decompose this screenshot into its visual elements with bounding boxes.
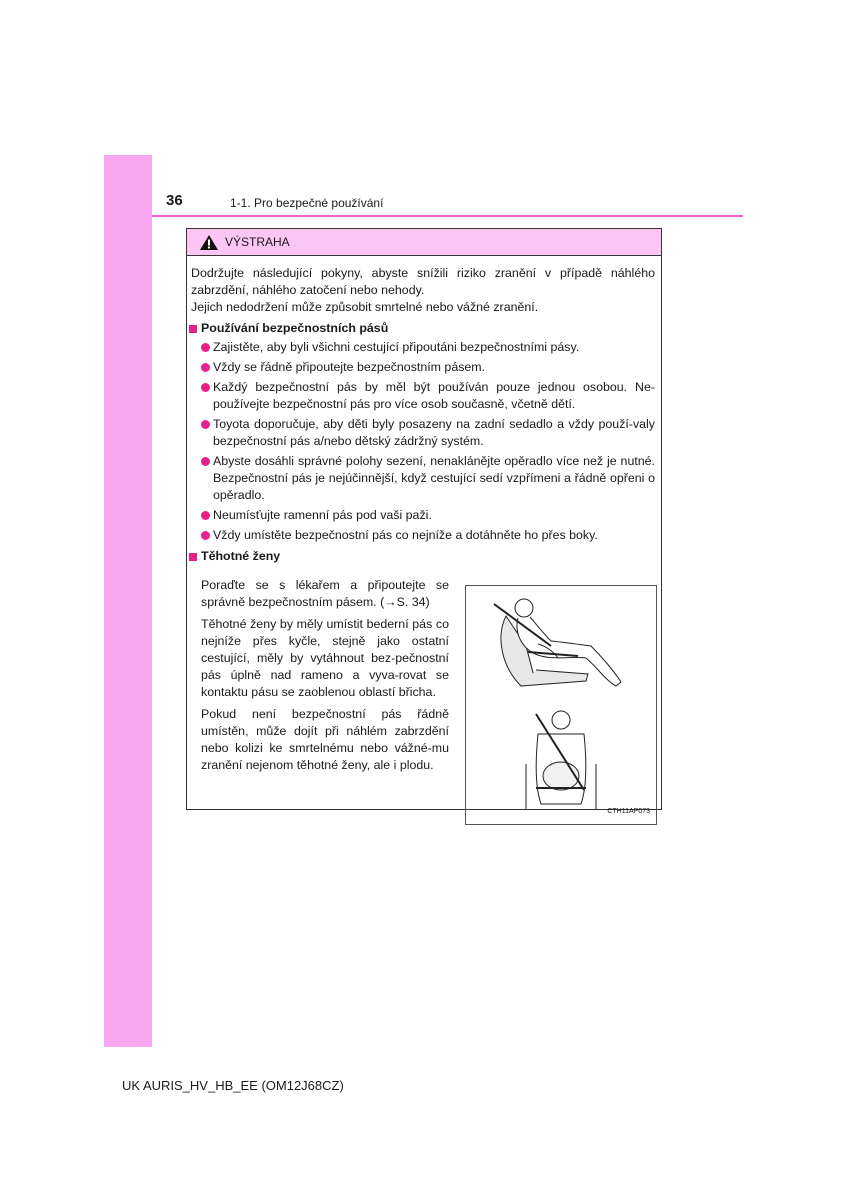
list-item-text: Zajistěte, aby byli všichni cestující připoutáni bezpečnostními pásy. xyxy=(213,340,580,354)
pregnant-women-heading-text: Těhotné ženy xyxy=(201,549,281,563)
seatbelt-usage-heading-text: Používání bezpečnostních pásů xyxy=(201,321,389,335)
paragraph: Pokud není bezpečnostní pás řádně umístěn, může dojít při náhlém zabrzdění nebo kolizi ke smrtelnému nebo vážné-mu zranění nejenom těhotné ženy, ale i plodu. xyxy=(201,707,449,772)
section-title: 1-1. Pro bezpečné používání xyxy=(230,196,384,210)
pregnant-woman-seated-side-icon xyxy=(466,586,656,706)
list-item-text: Neumísťujte ramenní pás pod vaši paži. xyxy=(213,508,432,522)
warning-title: VÝSTRAHA xyxy=(225,235,290,249)
pregnant-women-text xyxy=(201,577,449,779)
list-item xyxy=(187,379,661,413)
header-rule xyxy=(152,215,743,217)
square-bullet-icon xyxy=(189,553,197,561)
list-item xyxy=(187,453,661,504)
paragraph: Poraďte se s lékařem a připoutejte se správně bezpečnostním pásem. (→S. 34) xyxy=(201,578,449,609)
circle-bullet-icon xyxy=(201,363,210,372)
pregnant-woman-seated-front-icon xyxy=(466,704,656,819)
circle-bullet-icon xyxy=(201,383,210,392)
list-item-text: Vždy se řádně připoutejte bezpečnostním pásem. xyxy=(213,360,486,374)
circle-bullet-icon xyxy=(201,343,210,352)
figure-code: CTH11AP073 xyxy=(607,808,650,815)
seatbelt-usage-heading xyxy=(187,320,661,337)
warning-body xyxy=(187,265,661,815)
warning-box xyxy=(186,228,662,815)
side-tab xyxy=(104,155,152,1047)
intro-line: Jejich nedodržení může způsobit smrtelné nebo vážné zranění. xyxy=(191,300,539,314)
circle-bullet-icon xyxy=(201,511,210,520)
list-item xyxy=(187,416,661,450)
pregnant-women-heading xyxy=(187,548,661,565)
circle-bullet-icon xyxy=(201,420,210,429)
warning-intro xyxy=(187,265,661,316)
list-item xyxy=(187,507,661,524)
list-item xyxy=(187,527,661,544)
square-bullet-icon xyxy=(189,325,197,333)
intro-line: Dodržujte následující pokyny, abyste snížili riziko zranění v případě náhlého zabrzdění, náhlého zatočení nebo nehody. xyxy=(191,266,655,297)
list-item xyxy=(187,339,661,356)
pregnant-seatbelt-illustration xyxy=(465,585,657,825)
list-item xyxy=(187,359,661,376)
page-number: 36 xyxy=(166,192,183,209)
list-item-text: Toyota doporučuje, aby děti byly posazeny na zadní sedadlo a vždy použí-valy bezpečnostní pás a/nebo dětský zádržný systém. xyxy=(213,417,655,448)
seatbelt-usage-list xyxy=(187,339,661,544)
list-item-text: Abyste dosáhli správné polohy sezení, nenaklánějte opěradlo více než je nutné. Bezpečnostní pás je nejúčinnější, když cestující sedí vzpřímeni a řádně opřeni o opěradlo. xyxy=(213,454,655,502)
list-item-text: Každý bezpečnostní pás by měl být používán pouze jednou osobou. Ne-používejte bezpečnostní pás pro více osob současně, včetně dětí. xyxy=(213,380,655,411)
model-code-footer: UK AURIS_HV_HB_EE (OM12J68CZ) xyxy=(122,1078,344,1093)
list-item-text: Vždy umístěte bezpečnostní pás co nejníže a dotáhněte ho přes boky. xyxy=(213,528,598,542)
paragraph: Těhotné ženy by měly umístit bederní pás co nejníže přes kyčle, stejně jako ostatní cestující, měly by vytáhnout bez-pečnostní pás úplně nad rameno a vyva-rovat se kontaktu pásu se zaoblenou oblastí břicha. xyxy=(201,617,449,699)
warning-triangle-icon xyxy=(199,234,219,251)
circle-bullet-icon xyxy=(201,531,210,540)
warning-header xyxy=(187,229,661,256)
circle-bullet-icon xyxy=(201,457,210,466)
